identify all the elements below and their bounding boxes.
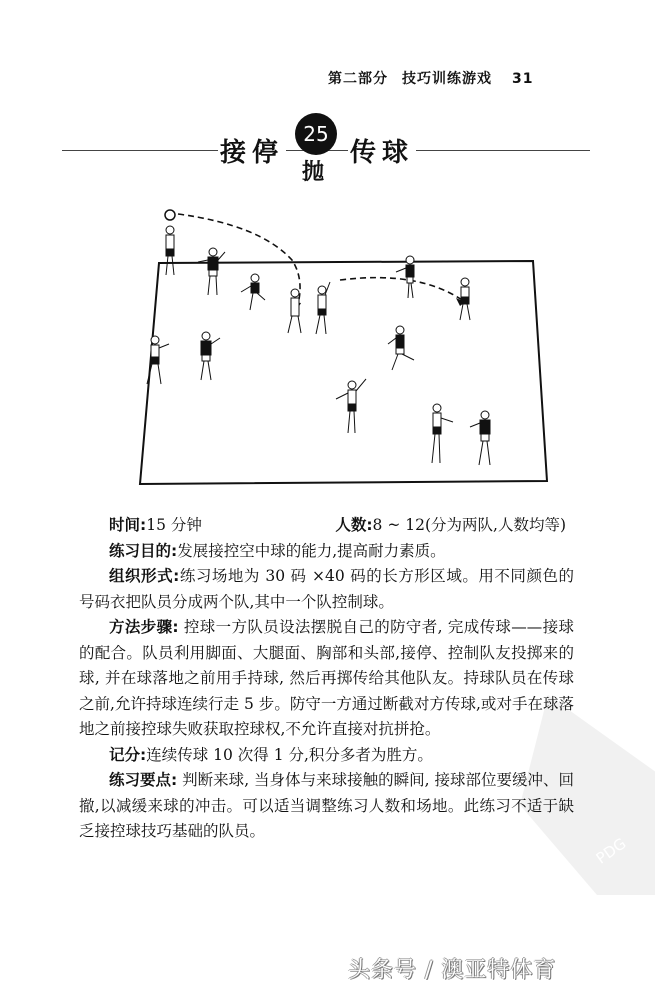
section-label: 技巧训练游戏 [402,71,492,87]
page-number: 31 [512,71,534,87]
players-field [335,513,566,539]
title-sub-char: 抛 [302,160,325,185]
time-and-players-row [79,513,574,539]
time-value: 15 分钟 [146,516,202,534]
time-label: 时间: [109,516,147,534]
organization-paragraph [79,564,574,615]
purpose-paragraph [79,539,574,565]
key-points-label: 练习要点: [109,771,178,789]
scoring-text: 连续传球 10 次得 1 分,积分多者为胜方。 [146,745,433,764]
title-right: 传球 [348,132,416,169]
player-figures [147,210,490,465]
watermark-text: PDG [592,834,630,868]
players-value: 8 ~ 12(分为两队,人数均等) [372,516,566,534]
method-label: 方法步骤: [109,618,179,636]
purpose-label: 练习目的: [109,541,178,560]
training-field-illustration [100,200,560,500]
organization-label: 组织形式: [109,567,180,585]
lesson-number-badge: 25 [295,113,337,155]
organization-text: 练习场地为 30 码 ×40 码的长方形区域。用不同颜色的号码衣把队员分成两个队,其中一个队控制球。 [79,567,574,611]
exercise-description [79,513,574,845]
method-paragraph [79,615,574,743]
scoring-label: 记分: [109,745,147,764]
method-text: 控球一方队员设法摆脱自己的防守者, 完成传球——接球的配合。队员利用脚面、大腿面、胸部和头部,接停、控制队友投掷来的球, 并在球落地之前用手持球, 然后再掷传给其他队友。持球队员在传球之前,允许持球连续行走 5 步。防守一方通过断截对方传球,或对手在球落地之前接控球失败获取控球权,不允许直接对抗拼抢。 [79,618,574,738]
key-points-paragraph [79,768,574,845]
purpose-text: 发展接控空中球的能力,提高耐力素质。 [177,541,446,560]
part-label: 第二部分 [328,71,388,87]
time-field [109,513,202,539]
title-rule-left [62,150,222,151]
title-rule-right [410,150,590,151]
footer-credit: 头条号 / 澳亚特体育 [348,958,557,983]
title-left: 接停 [218,132,286,169]
running-header [328,68,533,88]
players-label: 人数: [335,516,373,534]
key-points-text: 判断来球, 当身体与来球接触的瞬间, 接球部位要缓冲、回撤,以减缓来球的冲击。可以适当调整练习人数和场地。此练习不适于缺乏接控球技巧基础的队员。 [79,771,575,840]
scoring-paragraph [79,743,574,769]
